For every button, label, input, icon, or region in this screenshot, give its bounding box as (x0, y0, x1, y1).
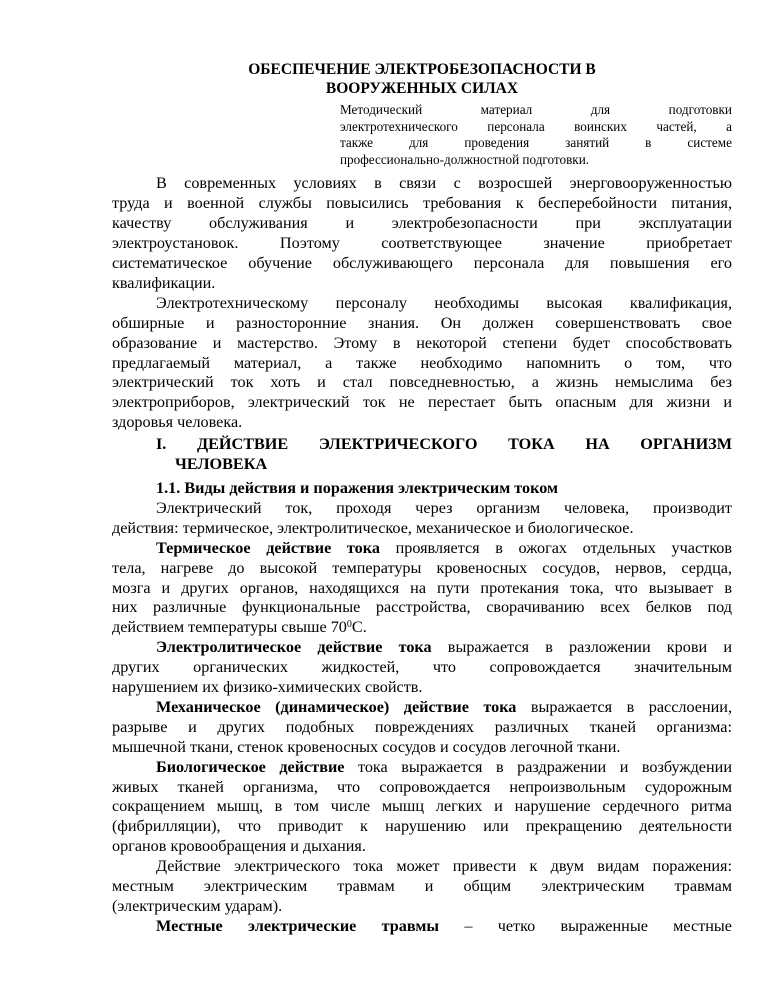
biological-first: тока выражается в раздражении и возбуждении (344, 757, 732, 776)
document-title (112, 60, 732, 98)
annotation-line: электротехнического персонала воинских частей, а (340, 118, 732, 134)
biological-term: Биологическое действие (156, 757, 345, 776)
electrolytic-first: выражается в разложении крови и (431, 638, 732, 657)
kinds-paragraph (112, 857, 732, 917)
effects-intro-paragraph (112, 499, 732, 539)
electrolytic-paragraph (112, 638, 732, 698)
annotation-line: профессионально-должностной подготовки. (340, 151, 590, 167)
thermal-first: проявляется в ожогах отдельных участков (379, 538, 732, 557)
degree-superscript: 0 (346, 619, 352, 631)
text-line: разрыве и других подобных повреждениях различных тканей организма: (112, 717, 732, 736)
text-line: мышечной ткани, стенок кровеносных сосудов и сосудов легочной ткани. (112, 737, 621, 756)
mechanical-first: выражается в расслоении, (516, 697, 732, 716)
text-line (112, 698, 732, 718)
thermal-term: Термическое действие тока (156, 538, 380, 557)
annotation-line: также для проведения занятий в системе (340, 135, 732, 151)
biological-paragraph (112, 758, 732, 858)
text-line: предлагаемый материал, а также необходимо напомнить о том, что (112, 353, 732, 372)
text-line: других органических жидкостей, что сопровождается значительным (112, 658, 732, 677)
electrolytic-term: Электролитическое действие тока (156, 638, 432, 657)
mechanical-term: Механическое (динамическое) действие тока (156, 697, 517, 716)
section-heading (156, 435, 732, 475)
text-line: (фибрилляции), что приводит к нарушению или прекращению деятельности (112, 817, 732, 836)
section-heading-line: I. ДЕЙСТВИЕ ЭЛЕКТРИЧЕСКОГО ТОКА НА ОРГАНИЗМ (156, 435, 732, 454)
thermal-last-unit: С. (351, 618, 367, 637)
text-line: здоровья человека. (112, 413, 243, 432)
subsection-heading: 1.1. Виды действия и поражения электрическим током (156, 478, 559, 497)
title-line-2: ВООРУЖЕННЫХ СИЛАХ (325, 80, 519, 97)
text-line: живых тканей организма, что сопровождается непроизвольным судорожным (112, 777, 732, 796)
thermal-last: действием температуры свыше 70 (112, 618, 347, 637)
intro-paragraph-1 (112, 174, 732, 293)
text-line (112, 758, 732, 778)
section-heading-line: ЧЕЛОВЕКА (175, 455, 268, 474)
mechanical-paragraph (112, 698, 732, 758)
text-line: систематическое обучение обслуживающего персонала для повышения его (112, 254, 732, 272)
annotation-line: Методический материал для подготовки (340, 102, 732, 117)
text-line: электроприборов, электрический ток не перестает быть опасным для жизни и (112, 393, 732, 412)
intro-paragraph-2 (112, 294, 732, 433)
text-line: мозга и других органов, находящихся на пути протекания тока, что вызывает в (112, 578, 732, 597)
text-line: них различные функциональные расстройства, сворачиванию всех белков под (112, 598, 732, 617)
text-line: органов кровообращения и дыхания. (112, 837, 366, 856)
text-line: качеству обслуживания и электробезопасности при эксплуатации (112, 214, 732, 233)
thermal-paragraph (112, 539, 732, 639)
text-line (112, 917, 732, 937)
text-line: нарушением их физико-химических свойств. (112, 678, 423, 697)
document-annotation (340, 102, 732, 168)
text-line: образование и мастерство. Этому в некоторой степени будет способствовать (112, 333, 732, 352)
text-line: обширные и разносторонние знания. Он должен совершенствовать свое (112, 313, 732, 332)
text-line: электрический ток хоть и стал повседневностью, а жизнь немыслима без (112, 373, 732, 392)
text-line: тела, нагреве до высокой температуры кровеносных сосудов, нервов, сердца, (112, 558, 732, 577)
document-page (112, 60, 732, 937)
text-line (112, 539, 732, 559)
title-line-1: ОБЕСПЕЧЕНИЕ ЭЛЕКТРОБЕЗОПАСНОСТИ В (248, 61, 596, 78)
text-line: (электрическим ударам). (112, 897, 283, 915)
text-line: сокращением мышц, в том числе мышц легких и нарушение сердечного ритма (112, 797, 732, 816)
text-line (112, 618, 732, 638)
text-line: Электротехническому персоналу необходимы высокая квалификация, (156, 293, 732, 312)
local-term: Местные электрические травмы (156, 916, 440, 935)
text-line: труда и военной службы повысились требования к бесперебойности питания, (112, 194, 732, 213)
local-first: – четко выраженные местные (439, 916, 732, 935)
text-line: местным электрическим травмам и общим электрическим травмам (112, 877, 732, 896)
local-injuries-paragraph (112, 917, 732, 937)
text-line: Действие электрического тока может привести к двум видам поражения: (156, 857, 732, 876)
text-line: В современных условиях в связи с возросшей энерговооруженностью (156, 174, 732, 193)
text-line: действия: термическое, электролитическое, механическое и биологическое. (112, 518, 634, 537)
text-line (112, 638, 732, 658)
text-line: квалификации. (112, 273, 216, 292)
text-line: электроустановок. Поэтому соответствующее значение приобретает (112, 234, 732, 253)
text-line: Электрический ток, проходя через организм человека, производит (156, 498, 732, 517)
